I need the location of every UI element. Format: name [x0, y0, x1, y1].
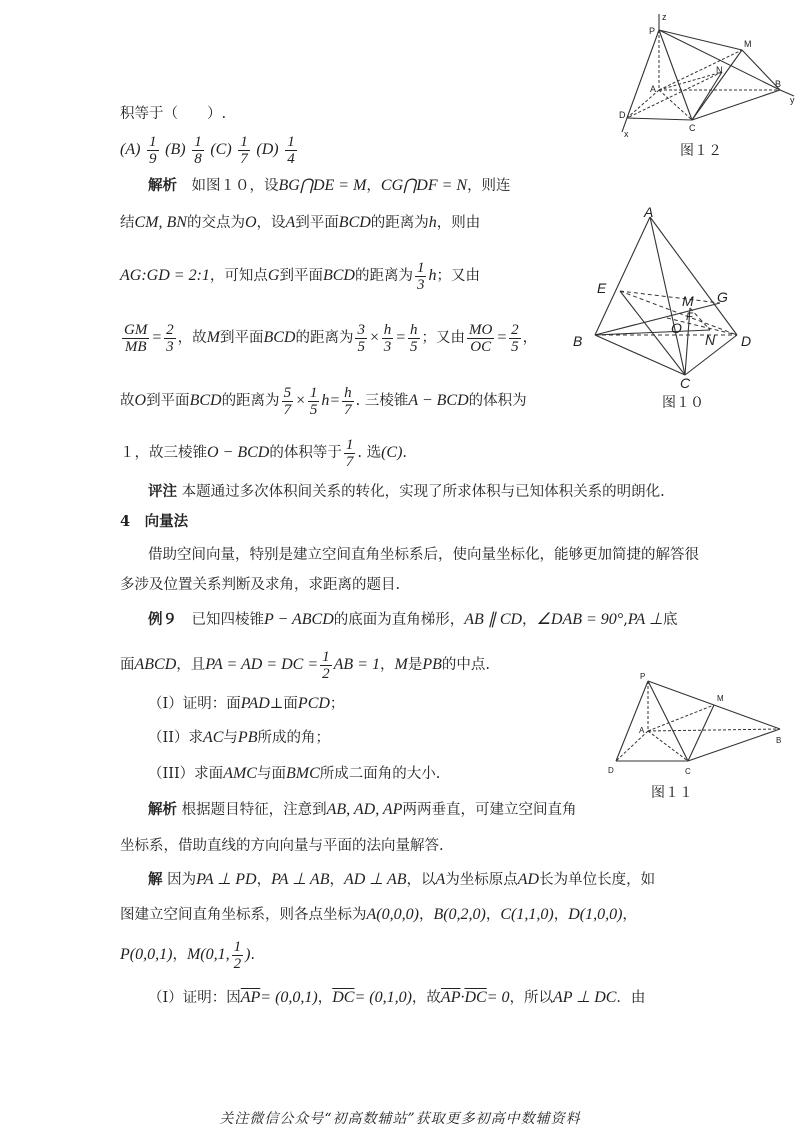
section-heading: 4 向量法	[120, 513, 189, 530]
fig11-label-d: D	[608, 766, 614, 775]
fig10-label-m: M	[682, 293, 694, 309]
fig12-label-a: A	[650, 84, 657, 94]
fig12-label-z: z	[662, 12, 667, 22]
solution-detail-line-2: 图建立空间直角坐标系，则各点坐标为A(0,0,0)，B(0,2,0)，C(1,1,0)，D(1,0,0)，	[120, 906, 637, 923]
solution-line-2: 结CM, BN的交点为O，设A到平面BCD的距离为h，则由	[120, 214, 481, 231]
intro-line-1: 借助空间向量，特别是建立空间直角坐标系后，使向量坐标化，能够更加简捷的解答很	[148, 547, 699, 563]
fig12-label-n: N	[716, 65, 723, 75]
fig11-label-m: M	[717, 694, 724, 703]
fig12-label-p: P	[649, 26, 656, 36]
figure-10-caption: 图１０	[662, 395, 704, 411]
solution-line-5: 故O到平面BCD的距离为 $\frac{5}{7}$ × $\frac{1}{5}$ h= $\frac{h}{7}$ . 三棱锥A − BCD的体积为	[120, 384, 527, 418]
option-a-label: (A)	[120, 141, 141, 158]
fig12-label-y: y	[790, 95, 795, 105]
option-c-label: (C)	[210, 141, 232, 158]
fig12-label-c: C	[689, 123, 696, 133]
solution-detail-line-1: 解 因为PA ⊥ PD，PA ⊥ AB，AD ⊥ AB，以A为坐标原点AD长为单位长度，如	[148, 871, 656, 888]
option-b-label: (B)	[165, 141, 186, 158]
intro-line-2: 多涉及位置关系判断及求角，求距离的题目.	[120, 577, 401, 593]
solution-line-3: AG:GD = 2:1，可知点G到平面BCD的距离为 $\frac{1}{3}$ h；又由	[120, 259, 480, 293]
solution-line-1: 解析 如图１０，设BG⋂DE = M，CG⋂DF = N，则连	[148, 177, 511, 194]
fig10-label-c: C	[680, 375, 691, 390]
page-footer: 关注微信公众号“初高数辅站”获取更多初高中数辅资料	[219, 1111, 581, 1127]
fig11-label-b: B	[776, 736, 782, 745]
fig10-label-f: F	[686, 311, 693, 323]
option-d-label: (D)	[256, 141, 279, 158]
example-9-part-3: （III）求面AMC与面BMC所成二面角的大小.	[148, 765, 441, 782]
example-9-line-2: 面ABCD，且PA = AD = DC = $\frac{1}{2}$ AB = 1，M是PB的中点.	[120, 648, 490, 682]
solution-line-4: $\frac{GM}{MB}$ = $\frac{2}{3}$ ，故M到平面BCD的距离为 $\frac{3}{5}$ × $\frac{h}{3}$ = $\frac{h}{5}$ ；又由 $\frac{MO}{OC}$ = $\frac{2}{5}$ ，	[124, 321, 538, 355]
option-d-fraction: $\frac{1}{4}$	[287, 133, 295, 167]
fig11-label-c: C	[685, 767, 691, 776]
fig11-label-p: P	[640, 672, 646, 681]
figure-11-diagram	[600, 665, 790, 780]
figure-11-caption: 图１１	[651, 785, 693, 801]
comment-label: 评注	[148, 483, 177, 500]
fig10-label-b: B	[573, 333, 583, 349]
option-c-fraction: $\frac{1}{7}$	[240, 133, 248, 167]
figure-10-diagram	[565, 205, 765, 390]
fig10-label-e: E	[597, 280, 607, 296]
example-9-part-1: （I）证明：面PAD⊥面PCD；	[148, 695, 345, 712]
question-stem: 积等于（ ）.	[120, 106, 227, 122]
fig10-label-n: N	[705, 332, 716, 348]
fig12-label-x: x	[624, 129, 629, 139]
fig12-label-m: M	[744, 39, 752, 49]
solution-detail-line-3: P(0,0,1)，M(0,1, $\frac{1}{2}$ ).	[120, 938, 256, 972]
fig12-label-b: B	[775, 79, 782, 89]
analysis-line-2: 坐标系，借助直线的方向向量与平面的法向量解答.	[120, 838, 444, 854]
fig10-label-o: O	[671, 320, 682, 336]
fig12-label-d: D	[619, 110, 626, 120]
example-9-part-2: （II）求AC与PB所成的角；	[148, 729, 330, 746]
fig11-label-a: A	[639, 726, 645, 735]
comment-line: 评注 本题通过多次体积间关系的转化，实现了所求体积与已知体积关系的明朗化.	[148, 483, 665, 500]
option-b-fraction: $\frac{1}{8}$	[194, 133, 202, 167]
option-a-fraction: $\frac{1}{9}$	[149, 133, 157, 167]
fig10-label-d: D	[741, 333, 752, 349]
fig10-label-g: G	[717, 289, 728, 305]
solution-line-6: １，故三棱锥O − BCD的体积等于 $\frac{1}{7}$ . 选(C).	[120, 436, 408, 470]
example-9-line-1: 例９ 已知四棱锥P − ABCD的底面为直角梯形，AB ∥ CD，∠DAB = 90°,PA ⊥底	[148, 611, 678, 628]
figure-12-caption: 图１２	[680, 143, 722, 159]
figure-12-diagram	[612, 10, 800, 140]
answer-options	[120, 130, 299, 170]
solution-detail-line-4: （I）证明：因$\overline{AP}= (0,0,1)$，$\overline{DC}= (0,1,0)$，故$\overline{AP}\cdot\overline{DC}= 0$，所以AP ⊥ DC．由	[148, 989, 646, 1006]
fig10-label-a: A	[644, 205, 654, 220]
analysis-line-1: 解析 根据题目特征，注意到AB, AD, AP两两垂直，可建立空间直角	[148, 801, 577, 818]
